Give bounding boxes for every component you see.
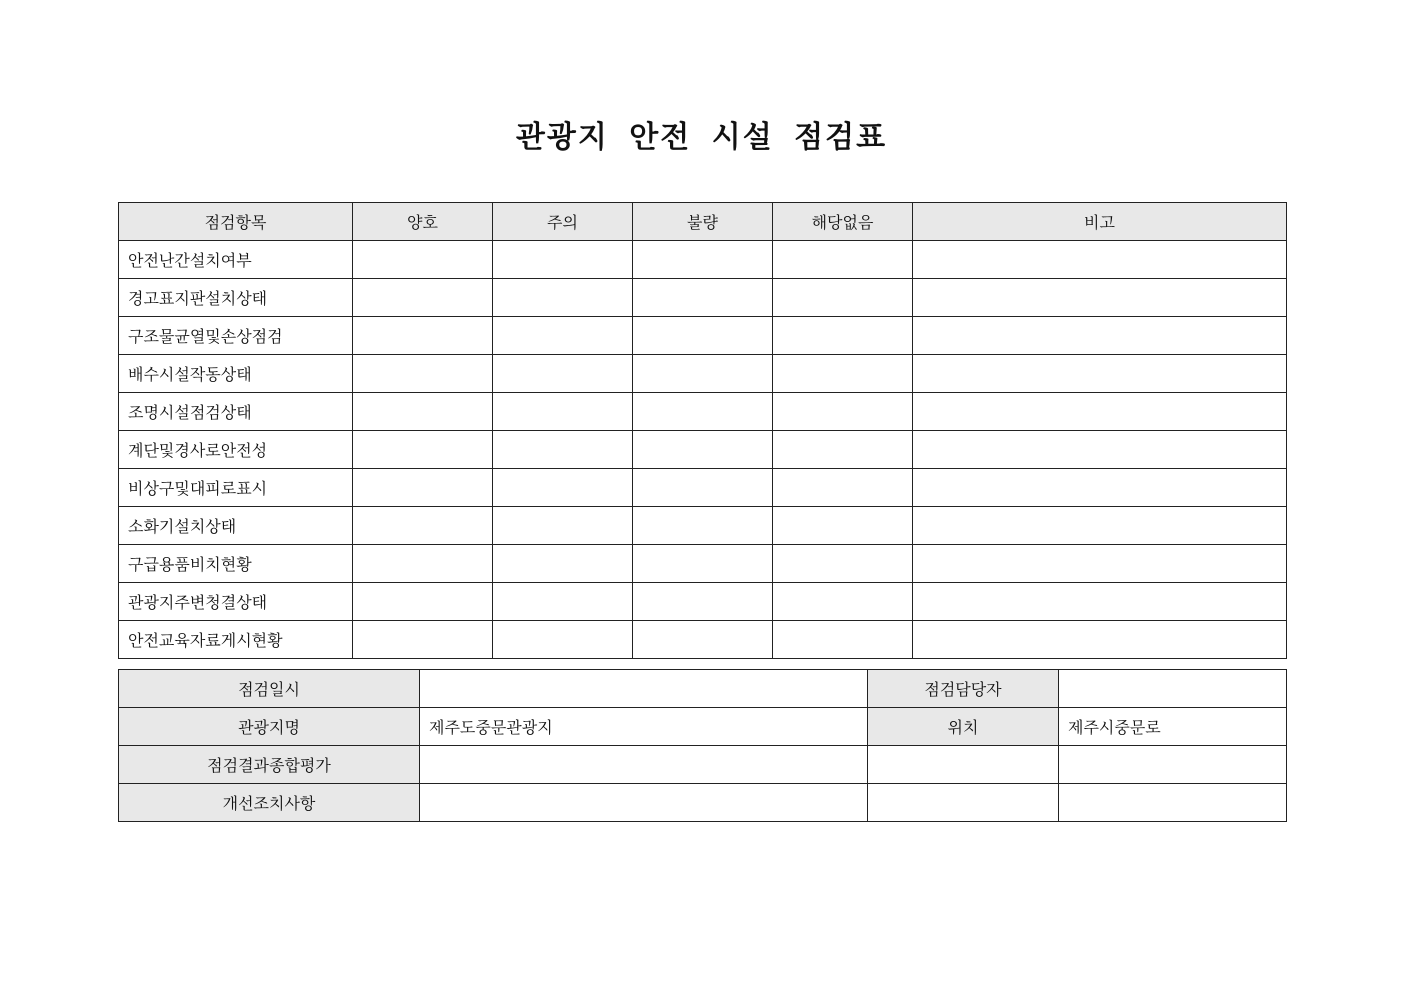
checklist-table bbox=[118, 202, 1287, 659]
checklist-cell-na[interactable] bbox=[773, 431, 913, 469]
checklist-cell-na[interactable] bbox=[773, 545, 913, 583]
checklist-cell-caution[interactable] bbox=[493, 583, 633, 621]
checklist-item-label: 관광지주변청결상태 bbox=[119, 583, 353, 621]
inspector-field[interactable] bbox=[1059, 670, 1287, 708]
location-field[interactable]: 제주시중문로 bbox=[1059, 708, 1287, 746]
checklist-cell-poor[interactable] bbox=[633, 241, 773, 279]
checklist-cell-good[interactable] bbox=[353, 393, 493, 431]
checklist-cell-na[interactable] bbox=[773, 317, 913, 355]
checklist-cell-poor[interactable] bbox=[633, 583, 773, 621]
inspection-date-field[interactable] bbox=[420, 670, 868, 708]
inspection-date-label: 점검일시 bbox=[119, 670, 420, 708]
checklist-cell-na[interactable] bbox=[773, 621, 913, 659]
overall-evaluation-label: 점검결과종합평가 bbox=[119, 746, 420, 784]
checklist-cell-poor[interactable] bbox=[633, 621, 773, 659]
checklist-row bbox=[119, 583, 1287, 621]
checklist-cell-caution[interactable] bbox=[493, 507, 633, 545]
header-caution: 주의 bbox=[493, 203, 633, 241]
checklist-cell-good[interactable] bbox=[353, 469, 493, 507]
header-remarks: 비고 bbox=[913, 203, 1287, 241]
checklist-cell-poor[interactable] bbox=[633, 507, 773, 545]
checklist-cell-poor[interactable] bbox=[633, 545, 773, 583]
checklist-cell-remarks[interactable] bbox=[913, 393, 1287, 431]
checklist-cell-caution[interactable] bbox=[493, 545, 633, 583]
checklist-row bbox=[119, 355, 1287, 393]
checklist-cell-good[interactable] bbox=[353, 431, 493, 469]
checklist-cell-remarks[interactable] bbox=[913, 241, 1287, 279]
checklist-row bbox=[119, 317, 1287, 355]
checklist-cell-caution[interactable] bbox=[493, 431, 633, 469]
checklist-cell-good[interactable] bbox=[353, 355, 493, 393]
checklist-cell-na[interactable] bbox=[773, 507, 913, 545]
info-row bbox=[119, 708, 1287, 746]
improvement-field-2[interactable] bbox=[868, 784, 1059, 822]
checklist-cell-caution[interactable] bbox=[493, 279, 633, 317]
checklist-cell-na[interactable] bbox=[773, 583, 913, 621]
checklist-item-label: 조명시설점검상태 bbox=[119, 393, 353, 431]
improvement-field[interactable] bbox=[420, 784, 868, 822]
checklist-cell-remarks[interactable] bbox=[913, 621, 1287, 659]
checklist-row bbox=[119, 507, 1287, 545]
checklist-cell-poor[interactable] bbox=[633, 393, 773, 431]
checklist-cell-good[interactable] bbox=[353, 583, 493, 621]
checklist-item-label: 안전난간설치여부 bbox=[119, 241, 353, 279]
checklist-item-label: 구조물균열및손상점검 bbox=[119, 317, 353, 355]
checklist-cell-caution[interactable] bbox=[493, 241, 633, 279]
info-row bbox=[119, 670, 1287, 708]
overall-evaluation-field-2[interactable] bbox=[868, 746, 1059, 784]
checklist-cell-na[interactable] bbox=[773, 393, 913, 431]
site-name-label: 관광지명 bbox=[119, 708, 420, 746]
checklist-cell-remarks[interactable] bbox=[913, 279, 1287, 317]
checklist-item-label: 소화기설치상태 bbox=[119, 507, 353, 545]
checklist-row bbox=[119, 469, 1287, 507]
checklist-row bbox=[119, 279, 1287, 317]
info-row bbox=[119, 746, 1287, 784]
checklist-cell-caution[interactable] bbox=[493, 317, 633, 355]
checklist-cell-remarks[interactable] bbox=[913, 545, 1287, 583]
info-table bbox=[118, 669, 1287, 822]
checklist-cell-remarks[interactable] bbox=[913, 469, 1287, 507]
checklist-row bbox=[119, 621, 1287, 659]
checklist-header-row bbox=[119, 203, 1287, 241]
checklist-cell-good[interactable] bbox=[353, 545, 493, 583]
checklist-cell-caution[interactable] bbox=[493, 393, 633, 431]
header-item: 점검항목 bbox=[119, 203, 353, 241]
checklist-cell-good[interactable] bbox=[353, 317, 493, 355]
checklist-row bbox=[119, 545, 1287, 583]
checklist-cell-na[interactable] bbox=[773, 355, 913, 393]
checklist-cell-na[interactable] bbox=[773, 241, 913, 279]
checklist-cell-good[interactable] bbox=[353, 279, 493, 317]
checklist-cell-na[interactable] bbox=[773, 469, 913, 507]
checklist-cell-poor[interactable] bbox=[633, 317, 773, 355]
inspector-label: 점검담당자 bbox=[868, 670, 1059, 708]
checklist-cell-poor[interactable] bbox=[633, 469, 773, 507]
checklist-item-label: 안전교육자료게시현황 bbox=[119, 621, 353, 659]
checklist-cell-na[interactable] bbox=[773, 279, 913, 317]
checklist-cell-caution[interactable] bbox=[493, 621, 633, 659]
checklist-cell-remarks[interactable] bbox=[913, 355, 1287, 393]
header-na: 해당없음 bbox=[773, 203, 913, 241]
header-poor: 불량 bbox=[633, 203, 773, 241]
checklist-cell-poor[interactable] bbox=[633, 279, 773, 317]
checklist-item-label: 구급용품비치현황 bbox=[119, 545, 353, 583]
checklist-cell-good[interactable] bbox=[353, 621, 493, 659]
improvement-field-3[interactable] bbox=[1059, 784, 1287, 822]
checklist-item-label: 계단및경사로안전성 bbox=[119, 431, 353, 469]
checklist-item-label: 비상구및대피로표시 bbox=[119, 469, 353, 507]
checklist-cell-poor[interactable] bbox=[633, 355, 773, 393]
checklist-cell-caution[interactable] bbox=[493, 469, 633, 507]
overall-evaluation-field[interactable] bbox=[420, 746, 868, 784]
checklist-row bbox=[119, 241, 1287, 279]
checklist-item-label: 경고표지판설치상태 bbox=[119, 279, 353, 317]
checklist-cell-poor[interactable] bbox=[633, 431, 773, 469]
checklist-cell-remarks[interactable] bbox=[913, 507, 1287, 545]
checklist-cell-good[interactable] bbox=[353, 241, 493, 279]
checklist-item-label: 배수시설작동상태 bbox=[119, 355, 353, 393]
info-row bbox=[119, 784, 1287, 822]
header-good: 양호 bbox=[353, 203, 493, 241]
location-label: 위치 bbox=[868, 708, 1059, 746]
site-name-field[interactable]: 제주도중문관광지 bbox=[420, 708, 868, 746]
checklist-row bbox=[119, 393, 1287, 431]
checklist-row bbox=[119, 431, 1287, 469]
checklist-cell-remarks[interactable] bbox=[913, 317, 1287, 355]
checklist-cell-remarks[interactable] bbox=[913, 583, 1287, 621]
page-title: 관광지 안전 시설 점검표 bbox=[515, 120, 888, 155]
checklist-cell-good[interactable] bbox=[353, 507, 493, 545]
checklist-cell-remarks[interactable] bbox=[913, 431, 1287, 469]
overall-evaluation-field-3[interactable] bbox=[1059, 746, 1287, 784]
checklist-cell-caution[interactable] bbox=[493, 355, 633, 393]
improvement-label: 개선조치사항 bbox=[119, 784, 420, 822]
